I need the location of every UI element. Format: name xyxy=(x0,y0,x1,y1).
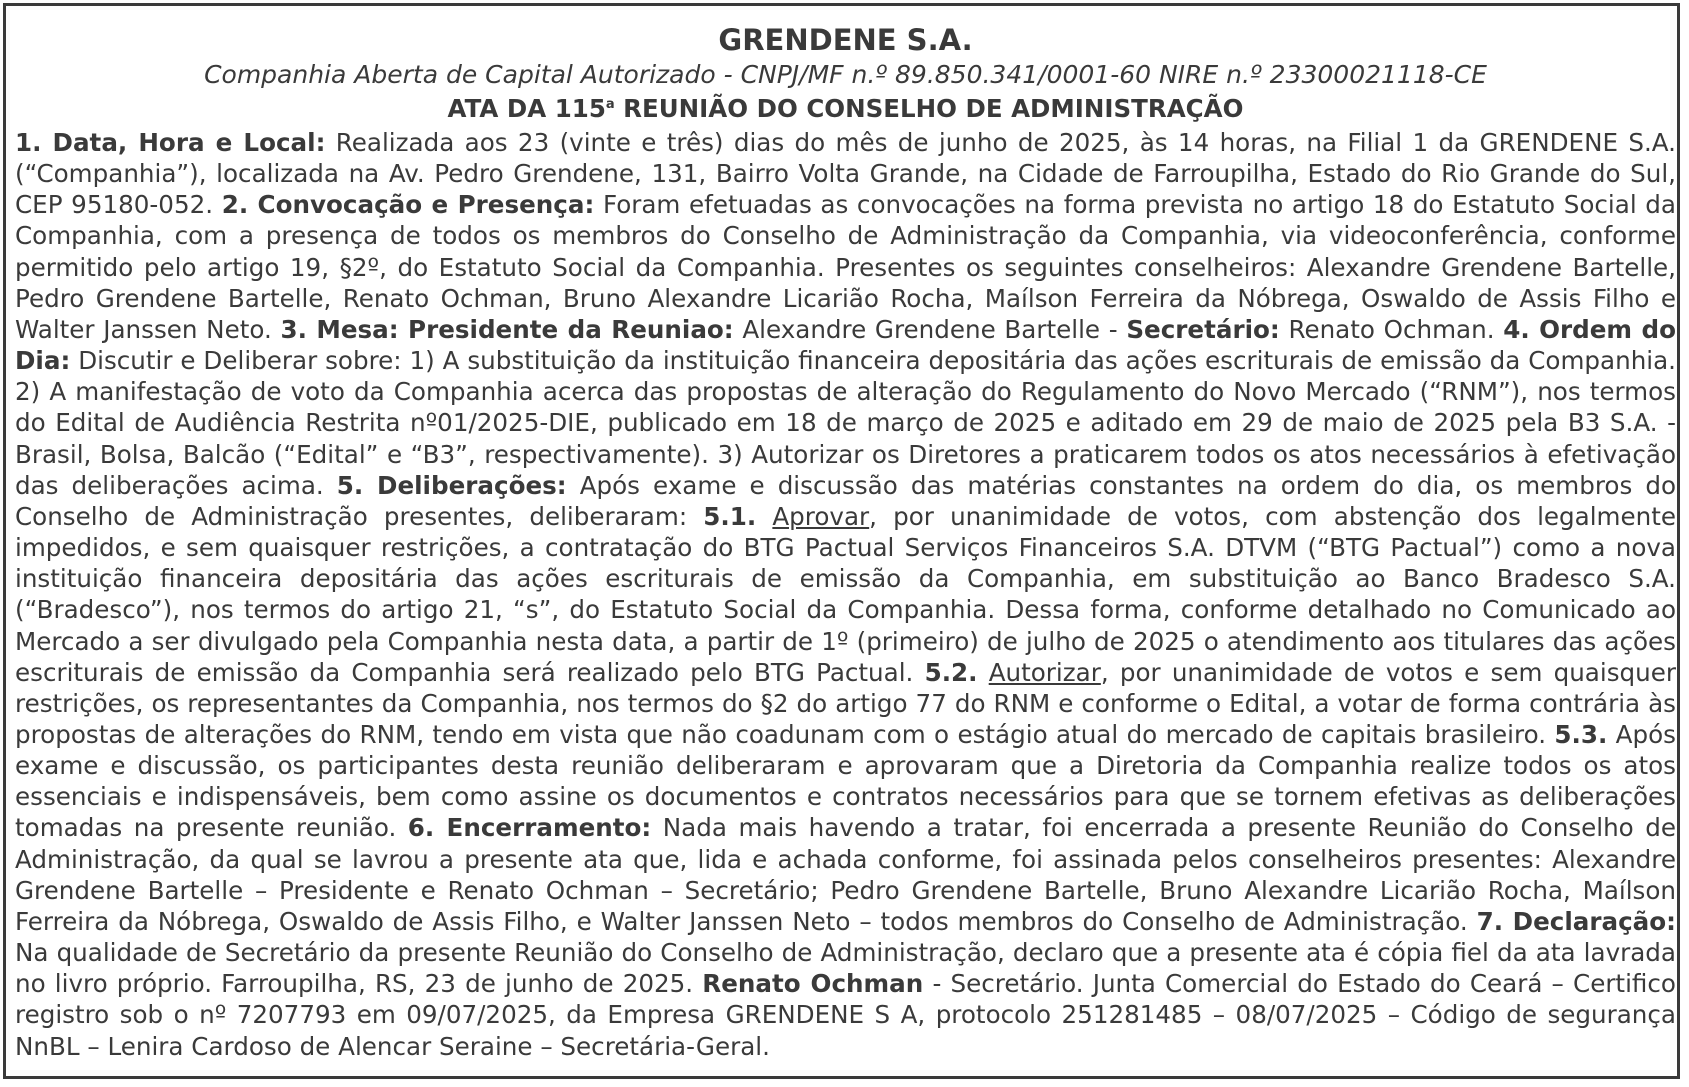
section-1-text: Realizada aos 23 (vinte e três) dias do mês de junho de 2025, às 14 horas, na Filial 1 da GRENDENE S.A. (“Companhia”), localizada na Av. Pedro Grendene, 131, Bairro Volta Grande, na Cidade de Farroupilha, Estado do Rio Grande do Sul, CEP 95180-052. xyxy=(15,128,1676,220)
company-subtitle: Companhia Aberta de Capital Autorizado - CNPJ/MF n.º 89.850.341/0001-60 NIRE n.º 23300021118-CE xyxy=(204,60,1487,89)
section-3-secretary-text: Renato Ochman. xyxy=(1279,314,1504,344)
section-7-heading: 7. Declaração: xyxy=(1476,906,1676,936)
minutes-title xyxy=(15,92,1676,126)
minutes-title-suffix: REUNIÃO DO CONSELHO DE ADMINISTRAÇÃO xyxy=(614,94,1244,123)
section-6-heading: 6. Encerramento: xyxy=(407,813,652,843)
section-5-text: Após exame e discussão das matérias constantes na ordem do dia, os membros do Conselho de Administração presentes, deliberaram: xyxy=(15,470,1676,531)
section-2-heading: 2. Convocação e Presença: xyxy=(221,190,595,220)
section-5-1-action: Aprovar xyxy=(772,501,870,531)
notice-frame xyxy=(3,3,1680,1079)
section-3-heading: 3. Mesa: Presidente da Reuniao: xyxy=(280,314,734,344)
section-7-text: Na qualidade de Secretário da presente Reunião do Conselho de Administração, declaro que a presente ata é cópia fiel da ata lavrada no livro próprio. Farroupilha, RS, 23 de junho de 2025. xyxy=(15,938,1676,999)
section-1-heading: 1. Data, Hora e Local: xyxy=(15,128,326,157)
signature-name: Renato Ochman xyxy=(702,969,924,999)
section-4-heading: 4. Ordem do Dia: xyxy=(15,314,1676,376)
minutes-title-prefix: ATA DA 115 xyxy=(447,94,606,123)
section-2-text: Foram efetuadas as convocações na forma prevista no artigo 18 do Estatuto Social da Companhia, com a presença de todos os membros do Conselho de Administração da Companhia, via videoconferência, conforme permitido pelo artigo 19, §2º, do Estatuto Social da Companhia. Presentes os seguintes conselheiros: Alexandre Grendene Bartelle, Pedro Grendene Bartelle, Renato Ochman, Bruno Alexandre Licarião Rocha, Maílson Ferreira da Nóbrega, Oswaldo de Assis Filho e Walter Janssen Neto. xyxy=(15,190,1676,344)
section-4-text: Discutir e Deliberar sobre: 1) A substituição da instituição financeira depositária das ações escriturais de emissão da Companhia. 2) A manifestação de voto da Companhia acerca das propostas de alteração do Regulamento do Novo Mercado (“RNM”), nos termos do Edital de Audiência Restrita nº01/2025-DIE, publicado em 18 de março de 2025 e aditado em 29 de maio de 2025 pela B3 S.A. - Brasil, Bolsa, Balcão (“Edital” e “B3”, respectivamente). 3) Autorizar os Diretores a praticarem todos os atos necessários à efetivação das deliberações acima. xyxy=(15,346,1676,500)
section-5-3-text: Após exame e discussão, os participantes desta reunião deliberaram e aprovaram que a Diretoria da Companhia realize todos os atos essenciais e indispensáveis, bem como assine os documentos e contratos necessários para que se tornem efetivas as deliberações tomadas na presente reunião. xyxy=(15,719,1676,843)
section-6-text: Nada mais havendo a tratar, foi encerrada a presente Reunião do Conselho de Administração, da qual se lavrou a presente ata que, lida e achada conforme, foi assinada pelos conselheiros presentes: Alexandre Grendene Bartelle – Presidente e Renato Ochman – Secretário; Pedro Grendene Bartelle, Bruno Alexandre Licarião Rocha, Maílson Ferreira da Nóbrega, Oswaldo de Assis Filho, e Walter Janssen Neto – todos membros do Conselho de Administração. xyxy=(15,813,1676,936)
section-5-1-label: 5.1. xyxy=(703,501,757,531)
section-5-heading: 5. Deliberações: xyxy=(336,470,567,500)
section-3-text: Alexandre Grendene Bartelle - xyxy=(733,314,1127,344)
minutes-body xyxy=(15,127,1676,1062)
section-5-3-label: 5.3. xyxy=(1554,719,1608,749)
notice-content xyxy=(15,22,1676,1062)
section-5-2-label: 5.2. xyxy=(924,657,978,687)
section-5-2-text: , por unanimidade de votos e sem quaisquer restrições, os representantes da Companhia, nos termos do §2 do artigo 77 do RNM e conforme o Edital, a votar de forma contrária às propostas de alterações do RNM, tendo em vista que não coadunam com o estágio atual do mercado de capitais brasileiro. xyxy=(15,657,1676,749)
section-5-1-text: , por unanimidade de votos, com abstenção dos legalmente impedidos, e sem quaisquer restrições, a contratação do BTG Pactual Serviços Financeiros S.A. DTVM (“BTG Pactual”) como a nova instituição financeira depositária das ações escriturais de emissão da Companhia, em substituição ao Banco Bradesco S.A. (“Bradesco”), nos termos do artigo 21, “s”, do Estatuto Social da Companhia. Dessa forma, conforme detalhado no Comunicado ao Mercado a ser divulgado pela Companhia nesta data, a partir de 1º (primeiro) de julho de 2025 o atendimento aos titulares das ações escriturais de emissão da Companhia será realizado pelo BTG Pactual. xyxy=(15,501,1676,687)
company-name: GRENDENE S.A. xyxy=(718,23,973,57)
registry-certification: Junta Comercial do Estado do Ceará – Certifico registro sob o nº 7207793 em 09/07/2025, da Empresa GRENDENE S A, protocolo 251281485 – 08/07/2025 – Código de segurança NnBL – Lenira Cardoso de Alencar Seraine – Secretária-Geral. xyxy=(15,969,1676,1061)
section-3-secretary-label: Secretário: xyxy=(1126,314,1280,344)
minutes-title-ordinal: a xyxy=(605,97,615,112)
section-5-2-action: Autorizar xyxy=(988,657,1101,687)
signature-role: - Secretário. xyxy=(923,969,1093,999)
